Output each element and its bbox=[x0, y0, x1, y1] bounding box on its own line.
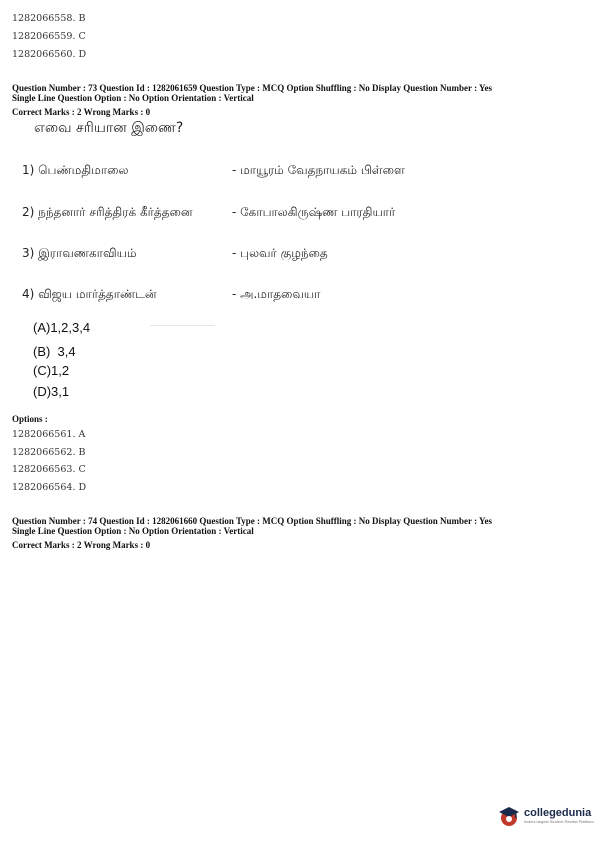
q73-pair-2-left: 2) நந்தனார் சரித்திரக் கீர்த்தனை bbox=[22, 205, 193, 219]
q73-answer-c: (C)1,2 bbox=[33, 363, 70, 378]
q74-marks: Correct Marks : 2 Wrong Marks : 0 bbox=[12, 540, 151, 550]
prev-option-2: 1282066559. C bbox=[12, 31, 86, 42]
q73-option-4: 1282066564. D bbox=[12, 482, 87, 493]
q73-pair-2-right: - கோபாலகிருஷ்ண பாரதியார் bbox=[232, 205, 396, 219]
q73-option-2: 1282066562. B bbox=[12, 447, 86, 458]
graduate-cap-icon bbox=[497, 804, 521, 828]
q74-meta-line2: Single Line Question Option : No Option Orientation : Vertical bbox=[12, 526, 254, 536]
q73-marks: Correct Marks : 2 Wrong Marks : 0 bbox=[12, 107, 151, 117]
q73-option-3: 1282066563. C bbox=[12, 464, 86, 475]
q73-answer-d: (D)3,1 bbox=[33, 384, 70, 399]
collegedunia-logo bbox=[497, 804, 594, 828]
q73-meta-line1: Question Number : 73 Question Id : 1282061659 Question Type : MCQ Option Shuffling : No Display Question Number : Yes bbox=[12, 83, 493, 93]
faint-line bbox=[150, 325, 215, 326]
prev-option-1: 1282066558. B bbox=[12, 13, 86, 24]
q73-meta-line2: Single Line Question Option : No Option Orientation : Vertical bbox=[12, 93, 254, 103]
q73-pair-4-left: 4) விஜய மார்த்தாண்டன் bbox=[22, 287, 157, 301]
q73-question: எவை சரியான இணை? bbox=[34, 120, 184, 136]
q73-option-1: 1282066561. A bbox=[12, 429, 86, 440]
logo-tagline: India's largest Student Review Platform bbox=[524, 819, 594, 824]
q73-pair-3-right: - புலவர் குழந்தை bbox=[232, 246, 328, 260]
logo-name: collegedunia bbox=[524, 807, 592, 819]
q73-pair-3-left: 3) இராவணகாவியம் bbox=[22, 246, 137, 260]
q73-answer-a: (A)1,2,3,4 bbox=[33, 320, 91, 335]
q73-pair-1-right: - மாயூரம் வேதநாயகம் பிள்ளை bbox=[232, 163, 405, 177]
q73-answer-b: (B) 3,4 bbox=[33, 344, 76, 359]
q74-meta-line1: Question Number : 74 Question Id : 1282061660 Question Type : MCQ Option Shuffling : No Display Question Number : Yes bbox=[12, 516, 493, 526]
q73-pair-1-left: 1) பெண்மதிமாலை bbox=[22, 163, 129, 177]
prev-option-3: 1282066560. D bbox=[12, 49, 87, 60]
q73-pair-4-right: - அ.மாதவையா bbox=[232, 287, 321, 301]
q73-options-label: Options : bbox=[12, 414, 48, 424]
